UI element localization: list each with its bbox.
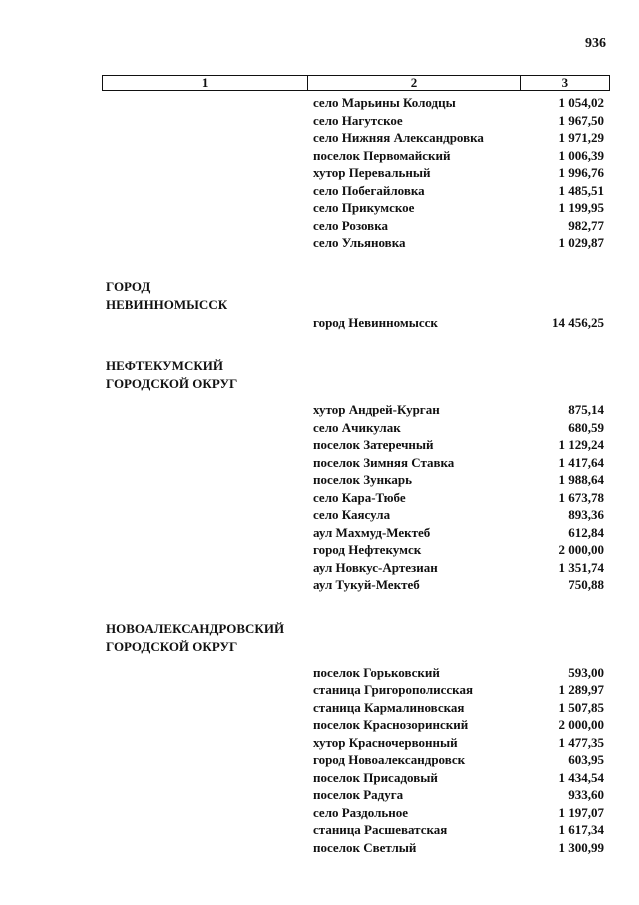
settlement-value: 2 000,00 (558, 717, 604, 732)
settlement-name: аул Новкус-Артезиан (313, 559, 438, 575)
table-row (106, 147, 606, 165)
settlement-value: 1 054,02 (558, 95, 604, 110)
column-header-3: 3 (520, 76, 609, 91)
district-title-line: НОВОАЛЕКСАНДРОВСКИЙ (106, 620, 285, 636)
settlement-value: 1 300,99 (558, 839, 604, 855)
settlement-value: 1 967,50 (558, 112, 604, 128)
table-row (106, 699, 606, 717)
district-title-line: ГОРОДСКОЙ ОКРУГ (106, 638, 238, 654)
settlement-name: село Раздольное (313, 804, 409, 820)
table-row (106, 524, 606, 542)
settlement-value: 612,84 (568, 524, 604, 540)
table-row (106, 559, 606, 577)
settlement-name: село Ульяновка (313, 235, 406, 250)
settlement-name: село Кара-Тюбе (313, 489, 406, 505)
settlement-name: поселок Зункарь (313, 472, 412, 487)
settlement-value: 1 417,64 (558, 454, 604, 470)
column-header-row (103, 76, 610, 91)
settlement-name: село Марьины Колодцы (313, 95, 456, 110)
table-row (106, 436, 606, 454)
settlement-name: хутор Андрей-Курган (313, 402, 440, 417)
table-row (106, 821, 606, 839)
column-header-1: 1 (103, 76, 308, 91)
settlement-name: село Розовка (313, 217, 388, 233)
settlement-value: 1 507,85 (558, 699, 604, 715)
district-title (106, 357, 606, 393)
settlement-name: село Ачикулак (313, 419, 401, 435)
table-row (106, 576, 606, 594)
settlement-name: поселок Краснозоринский (313, 717, 469, 732)
settlement-value: 1 129,24 (558, 437, 604, 452)
settlement-name: поселок Затеречный (313, 437, 434, 452)
settlement-name: хутор Перевальный (313, 165, 431, 180)
settlement-name: поселок Светлый (313, 839, 417, 855)
settlement-value: 875,14 (568, 402, 604, 417)
settlement-name: село Каясула (313, 507, 391, 522)
settlement-name: станица Кармалиновская (313, 699, 465, 715)
settlement-value: 1 988,64 (558, 472, 604, 487)
settlement-value: 1 477,35 (558, 734, 604, 750)
table-row (106, 751, 606, 769)
settlement-name: город Новоалександровск (313, 752, 466, 767)
settlement-value: 1 006,39 (558, 147, 604, 163)
table-row (106, 234, 606, 252)
settlement-name: поселок Радуга (313, 787, 404, 802)
settlement-value: 750,88 (568, 577, 604, 592)
table-row (106, 541, 606, 559)
settlement-value: 1 197,07 (558, 804, 604, 820)
settlement-value: 1 996,76 (558, 165, 604, 180)
settlement-value: 1 351,74 (558, 559, 604, 575)
table-row (106, 664, 606, 682)
settlement-value: 893,36 (568, 507, 604, 522)
column-header-table (102, 75, 610, 91)
table-row (106, 419, 606, 437)
table-row (106, 506, 606, 524)
settlement-name: село Нагутское (313, 112, 403, 128)
district-section-novoaleksandrovsky (106, 620, 606, 857)
table-row (106, 401, 606, 419)
table-row (106, 804, 606, 822)
settlement-value: 14 456,25 (552, 314, 604, 330)
settlement-value: 1 029,87 (558, 235, 604, 250)
district-title (106, 278, 606, 314)
district-title-line: НЕФТЕКУМСКИЙ (106, 358, 223, 373)
settlement-value: 1 673,78 (558, 489, 604, 505)
settlement-value: 1 199,95 (558, 200, 604, 215)
table-row (106, 454, 606, 472)
table-row (106, 786, 606, 804)
settlement-value: 2 000,00 (558, 542, 604, 557)
table-row (106, 681, 606, 699)
settlement-name: село Прикумское (313, 200, 415, 215)
table-row (106, 129, 606, 147)
table-row (106, 734, 606, 752)
document-body (106, 94, 606, 856)
district-title-line: ГОРОД (106, 278, 151, 294)
district-title-line: НЕВИННОМЫССК (106, 296, 228, 312)
settlement-name: станица Расшеватская (313, 822, 448, 837)
district-section-neftekumsky (106, 357, 606, 594)
settlement-name: станица Григорополисская (313, 682, 473, 697)
settlement-value: 1 289,97 (558, 682, 604, 697)
settlement-value: 1 434,54 (558, 769, 604, 785)
table-row (106, 314, 606, 332)
settlement-value: 603,95 (568, 752, 604, 767)
settlement-name: хутор Красночервонный (313, 734, 458, 750)
table-row (106, 182, 606, 200)
settlement-value: 1 971,29 (558, 130, 604, 145)
settlement-name: поселок Первомайский (313, 147, 451, 163)
table-row (106, 489, 606, 507)
settlement-name: аул Махмуд-Мектеб (313, 524, 431, 540)
table-row (106, 716, 606, 734)
settlement-name: аул Тукуй-Мектеб (313, 577, 420, 592)
settlement-name: город Нефтекумск (313, 542, 422, 557)
settlement-name: поселок Зимняя Ставка (313, 454, 455, 470)
settlement-name: село Нижняя Александровка (313, 130, 484, 145)
table-row (106, 94, 606, 112)
district-title-line: ГОРОДСКОЙ ОКРУГ (106, 376, 238, 391)
settlement-value: 933,60 (568, 787, 604, 802)
settlement-value: 1 485,51 (558, 182, 604, 198)
settlement-name: поселок Присадовый (313, 769, 438, 785)
table-row (106, 112, 606, 130)
settlement-value: 1 617,34 (558, 822, 604, 837)
page-number: 936 (585, 36, 606, 51)
table-row (106, 471, 606, 489)
settlement-name: город Невинномысск (313, 314, 438, 330)
district-section-nevinnomyssk (106, 278, 606, 332)
table-row (106, 839, 606, 857)
table-row (106, 217, 606, 235)
table-row (106, 199, 606, 217)
table-row (106, 164, 606, 182)
settlement-name: поселок Горьковский (313, 664, 440, 680)
column-header-2: 2 (308, 76, 520, 91)
table-row (106, 769, 606, 787)
settlement-name: село Побегайловка (313, 182, 425, 198)
settlement-value: 593,00 (568, 664, 604, 680)
continued-rows (106, 94, 606, 252)
settlement-value: 982,77 (568, 217, 604, 233)
settlement-value: 680,59 (568, 419, 604, 435)
district-title (106, 620, 606, 656)
